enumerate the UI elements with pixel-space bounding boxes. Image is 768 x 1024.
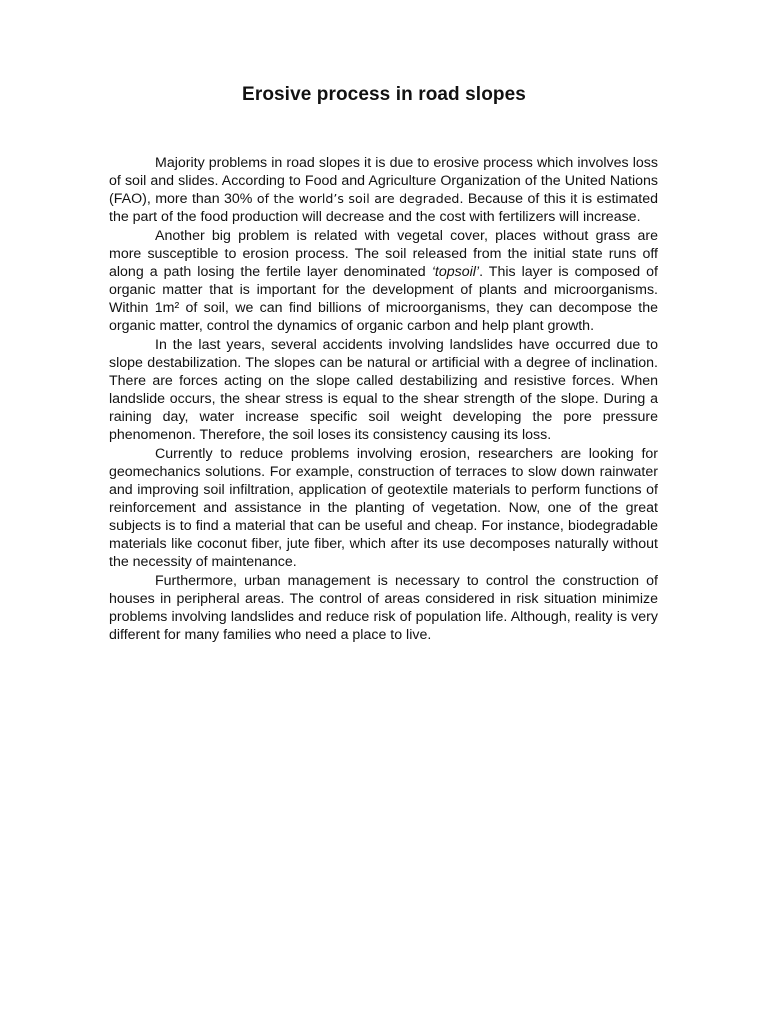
paragraph-1-text-a: Majority problems in road slopes it is due to erosive process which involves loss of soil and slides. According to Food and Agriculture Organization of the United Nations (FAO), more than 30%	[109, 155, 658, 208]
paragraph-2-text-c: . This layer is composed of organic matter that is important for the development of plants and microorganisms. Within 1m² of soil, we can find billions of microorganisms, they can decompose the organic matter, control the dynamics of organic carbon and help plant growth.	[109, 263, 658, 335]
paragraph-1	[109, 154, 658, 227]
paragraph-4: Currently to reduce problems involving erosion, researchers are looking for geomechanics solutions. For example, construction of terraces to slow down rainwater and improving soil infiltration, application of geotextile materials to perform functions of reinforcement and assistance in the planting of vegetation. Now, one of the great subjects is to find a material that can be useful and cheap. For instance, biodegradable materials like coconut fiber, jute fiber, which after its use decomposes naturally without the necessity of maintenance.	[109, 445, 658, 571]
paragraph-3: In the last years, several accidents involving landslides have occurred due to slope destabilization. The slopes can be natural or artificial with a degree of inclination. There are forces acting on the slope called destabilizing and resistive forces. When landslide occurs, the shear stress is equal to the shear strength of the slope. During a raining day, water increase specific soil weight developing the pore pressure phenomenon. Therefore, the soil loses its consistency causing its loss.	[109, 336, 658, 444]
paragraph-2-text-a: Another big problem is related with vegetal cover, places without grass are more susceptible to erosion process. The soil released from the initial state runs off along a path losing the fertile layer denominated	[109, 227, 658, 280]
document-body	[109, 154, 658, 644]
topsoil-term: ‘topsoil’	[431, 263, 480, 280]
paragraph-1-quote: of the world’s soil are degraded	[256, 191, 460, 207]
paragraph-2	[109, 227, 658, 336]
paragraph-5: Furthermore, urban management is necessary to control the construction of houses in peripheral areas. The control of areas considered in risk situation minimize problems involving landslides and reduce risk of population life. Although, reality is very different for many families who need a place to live.	[109, 572, 658, 644]
paragraph-1-text-c: . Because of this it is estimated the part of the food production will decrease and the cost with fertilizers will increase.	[109, 191, 658, 226]
document-title: Erosive process in road slopes	[242, 84, 526, 105]
